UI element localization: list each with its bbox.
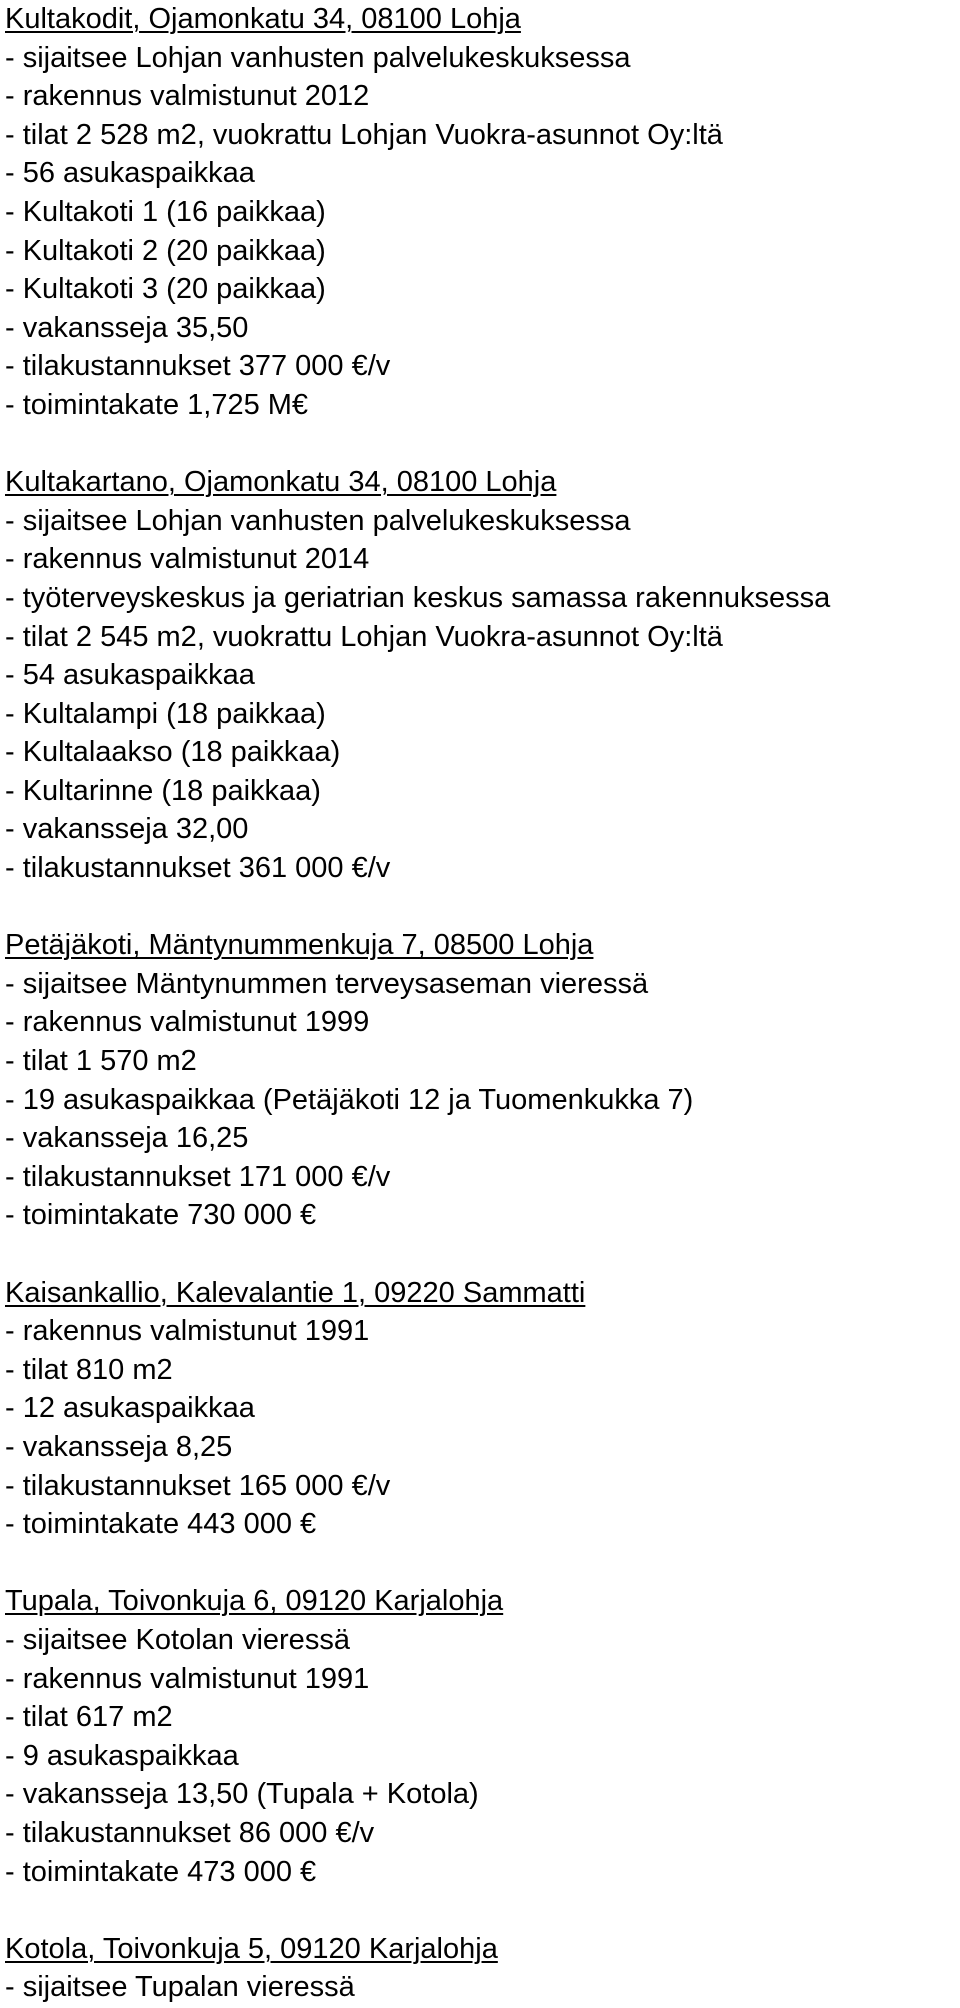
list-item: - vakansseja 13,50 (Tupala + Kotola) (5, 1778, 479, 1811)
section-petajakoti (5, 926, 955, 1235)
section-kultakartano (5, 463, 955, 888)
list-item: - vakansseja 8,25 (5, 1430, 233, 1463)
list-item: - toimintakate 1,725 M€ (5, 388, 309, 421)
list-item: - tilakustannukset 86 000 €/v (5, 1816, 375, 1849)
list-item: - tilat 617 m2 (5, 1701, 173, 1734)
list-item: - sijaitsee Kotolan vieressä (5, 1623, 350, 1656)
section-title: Kaisankallio, Kalevalantie 1, 09220 Sammatti (5, 1276, 586, 1309)
list-item: - toimintakate 443 000 € (5, 1508, 317, 1541)
list-item: - tilakustannukset 171 000 €/v (5, 1160, 391, 1193)
list-item: - 56 asukaspaikkaa (5, 157, 255, 190)
section-kotola (5, 1930, 955, 2007)
list-item: - Kultalampi (18 paikkaa) (5, 697, 326, 730)
list-item: - tilat 1 570 m2 (5, 1045, 197, 1078)
list-item: - tilakustannukset 165 000 €/v (5, 1469, 391, 1502)
list-item: - tilakustannukset 361 000 €/v (5, 852, 391, 885)
list-item: - Kultakoti 3 (20 paikkaa) (5, 273, 326, 306)
list-item: - toimintakate 473 000 € (5, 1855, 317, 1888)
list-item: - 12 asukaspaikkaa (5, 1392, 255, 1425)
list-item: - 9 asukaspaikkaa (5, 1739, 239, 1772)
list-item: - tilat 2 545 m2, vuokrattu Lohjan Vuokra-asunnot Oy:ltä (5, 620, 723, 653)
section-kaisankallio (5, 1274, 955, 1544)
list-item: - rakennus valmistunut 1991 (5, 1662, 370, 1695)
list-item: - Kultalaakso (18 paikkaa) (5, 736, 341, 769)
list-item: - sijaitsee Lohjan vanhusten palvelukeskuksessa (5, 504, 631, 537)
list-item: - rakennus valmistunut 2014 (5, 543, 370, 576)
list-item: - rakennus valmistunut 2012 (5, 80, 370, 113)
list-item: - tilakustannukset 377 000 €/v (5, 350, 391, 383)
list-item: - vakansseja 35,50 (5, 311, 249, 344)
list-item: - sijaitsee Mäntynummen terveysaseman vieressä (5, 967, 649, 1000)
document-body (5, 0, 955, 2007)
list-item: - 54 asukaspaikkaa (5, 659, 255, 692)
list-item: - Kultarinne (18 paikkaa) (5, 774, 321, 807)
list-item: - vakansseja 32,00 (5, 813, 249, 846)
list-item: - rakennus valmistunut 1999 (5, 1006, 370, 1039)
list-item: - tilat 810 m2 (5, 1353, 173, 1386)
list-item: - työterveyskeskus ja geriatrian keskus samassa rakennuksessa (5, 581, 831, 614)
section-kultakodit (5, 0, 955, 425)
list-item: - toimintakate 730 000 € (5, 1199, 317, 1232)
section-title: Tupala, Toivonkuja 6, 09120 Karjalohja (5, 1585, 504, 1618)
list-item: - rakennus valmistunut 1991 (5, 1315, 370, 1348)
section-title: Kotola, Toivonkuja 5, 09120 Karjalohja (5, 1932, 498, 1965)
section-tupala (5, 1582, 955, 1891)
list-item: - Kultakoti 2 (20 paikkaa) (5, 234, 326, 267)
list-item: - sijaitsee Lohjan vanhusten palvelukeskuksessa (5, 41, 631, 74)
section-title: Kultakartano, Ojamonkatu 34, 08100 Lohja (5, 466, 557, 499)
list-item: - tilat 2 528 m2, vuokrattu Lohjan Vuokra-asunnot Oy:ltä (5, 118, 723, 151)
list-item: - sijaitsee Tupalan vieressä (5, 1971, 355, 2004)
list-item: - Kultakoti 1 (16 paikkaa) (5, 195, 326, 228)
list-item: - vakansseja 16,25 (5, 1122, 249, 1155)
list-item: - 19 asukaspaikkaa (Petäjäkoti 12 ja Tuomenkukka 7) (5, 1083, 694, 1116)
section-title: Kultakodit, Ojamonkatu 34, 08100 Lohja (5, 3, 521, 35)
section-title: Petäjäkoti, Mäntynummenkuja 7, 08500 Lohja (5, 929, 594, 962)
